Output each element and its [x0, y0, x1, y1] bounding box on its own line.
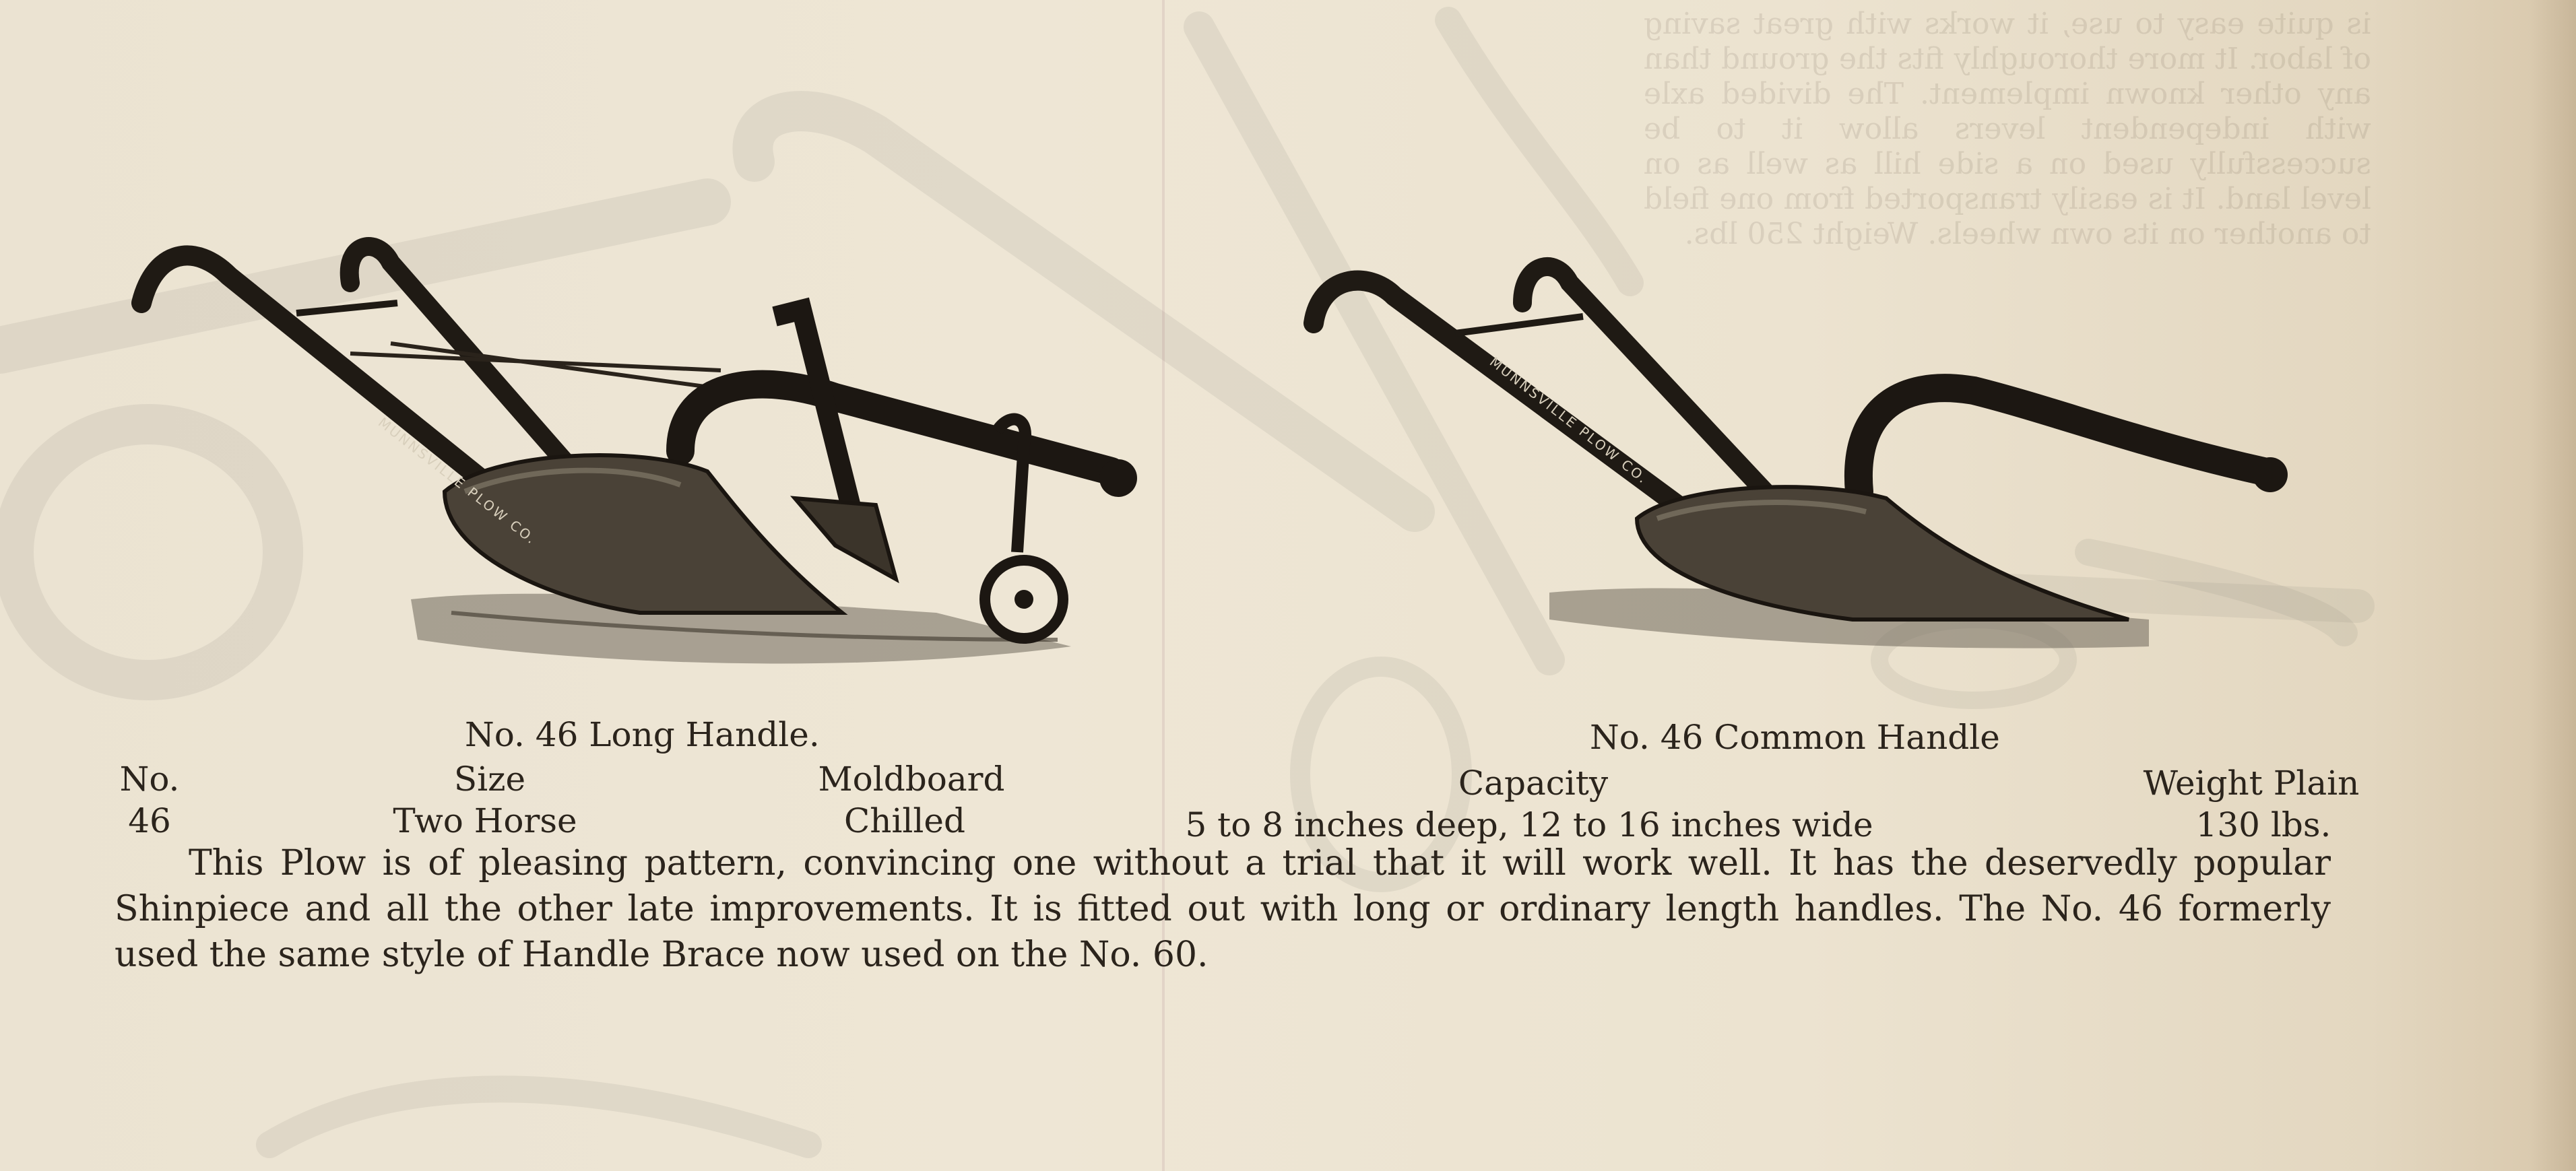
- description-text: This Plow is of pleasing pattern, convincing one without a trial that it will work well. It has the deservedly popular Shinpiece and all the other late improvements. It is fitted out with long or ordinary length handles. The No. 46 formerly used the same style of Handle Brace now used on the No. 60.: [115, 843, 2331, 975]
- page-fold: [1162, 0, 1165, 1171]
- long-handle-plow-illustration: [128, 236, 1159, 707]
- figure-caption-long-handle: No. 46 Long Handle.: [465, 715, 820, 754]
- table-header-capacity: Capacity: [1458, 764, 1609, 803]
- common-handle-inscription: MUNNSVILLE PLOW CO.: [1486, 354, 1652, 488]
- table-cell-no: 46: [128, 801, 171, 840]
- table-cell-weight: 130 lbs.: [2195, 805, 2331, 844]
- table-cell-moldboard: Chilled: [843, 801, 966, 840]
- figure-caption-common-handle: No. 46 Common Handle: [1590, 718, 2000, 757]
- table-cell-capacity: 5 to 8 inches deep, 12 to 16 inches wide: [1185, 805, 1873, 844]
- table-cell-size: Two Horse: [393, 801, 577, 840]
- table-header-weight: Weight Plain: [2143, 764, 2360, 803]
- table-header-moldboard: Moldboard: [818, 760, 1005, 799]
- table-header-no: No.: [119, 760, 180, 799]
- common-handle-plow-illustration: [1300, 242, 2324, 673]
- page-edge-shadow: [2529, 0, 2576, 1171]
- bleed-through-text: is quite easy to use, it works with great saving of labor. It more thoroughly fits the ground than any other known implement. The divided axle with independent levers allow it to be successfully used on a side hill as well as on level land. It is easily transported from one field to another on its own wheels. Weight 250 lbs.: [1644, 7, 2371, 251]
- long-handle-inscription: MUNNSVILLE PLOW CO.: [375, 414, 540, 548]
- description-paragraph: [115, 840, 2331, 978]
- table-header-size: Size: [453, 760, 526, 799]
